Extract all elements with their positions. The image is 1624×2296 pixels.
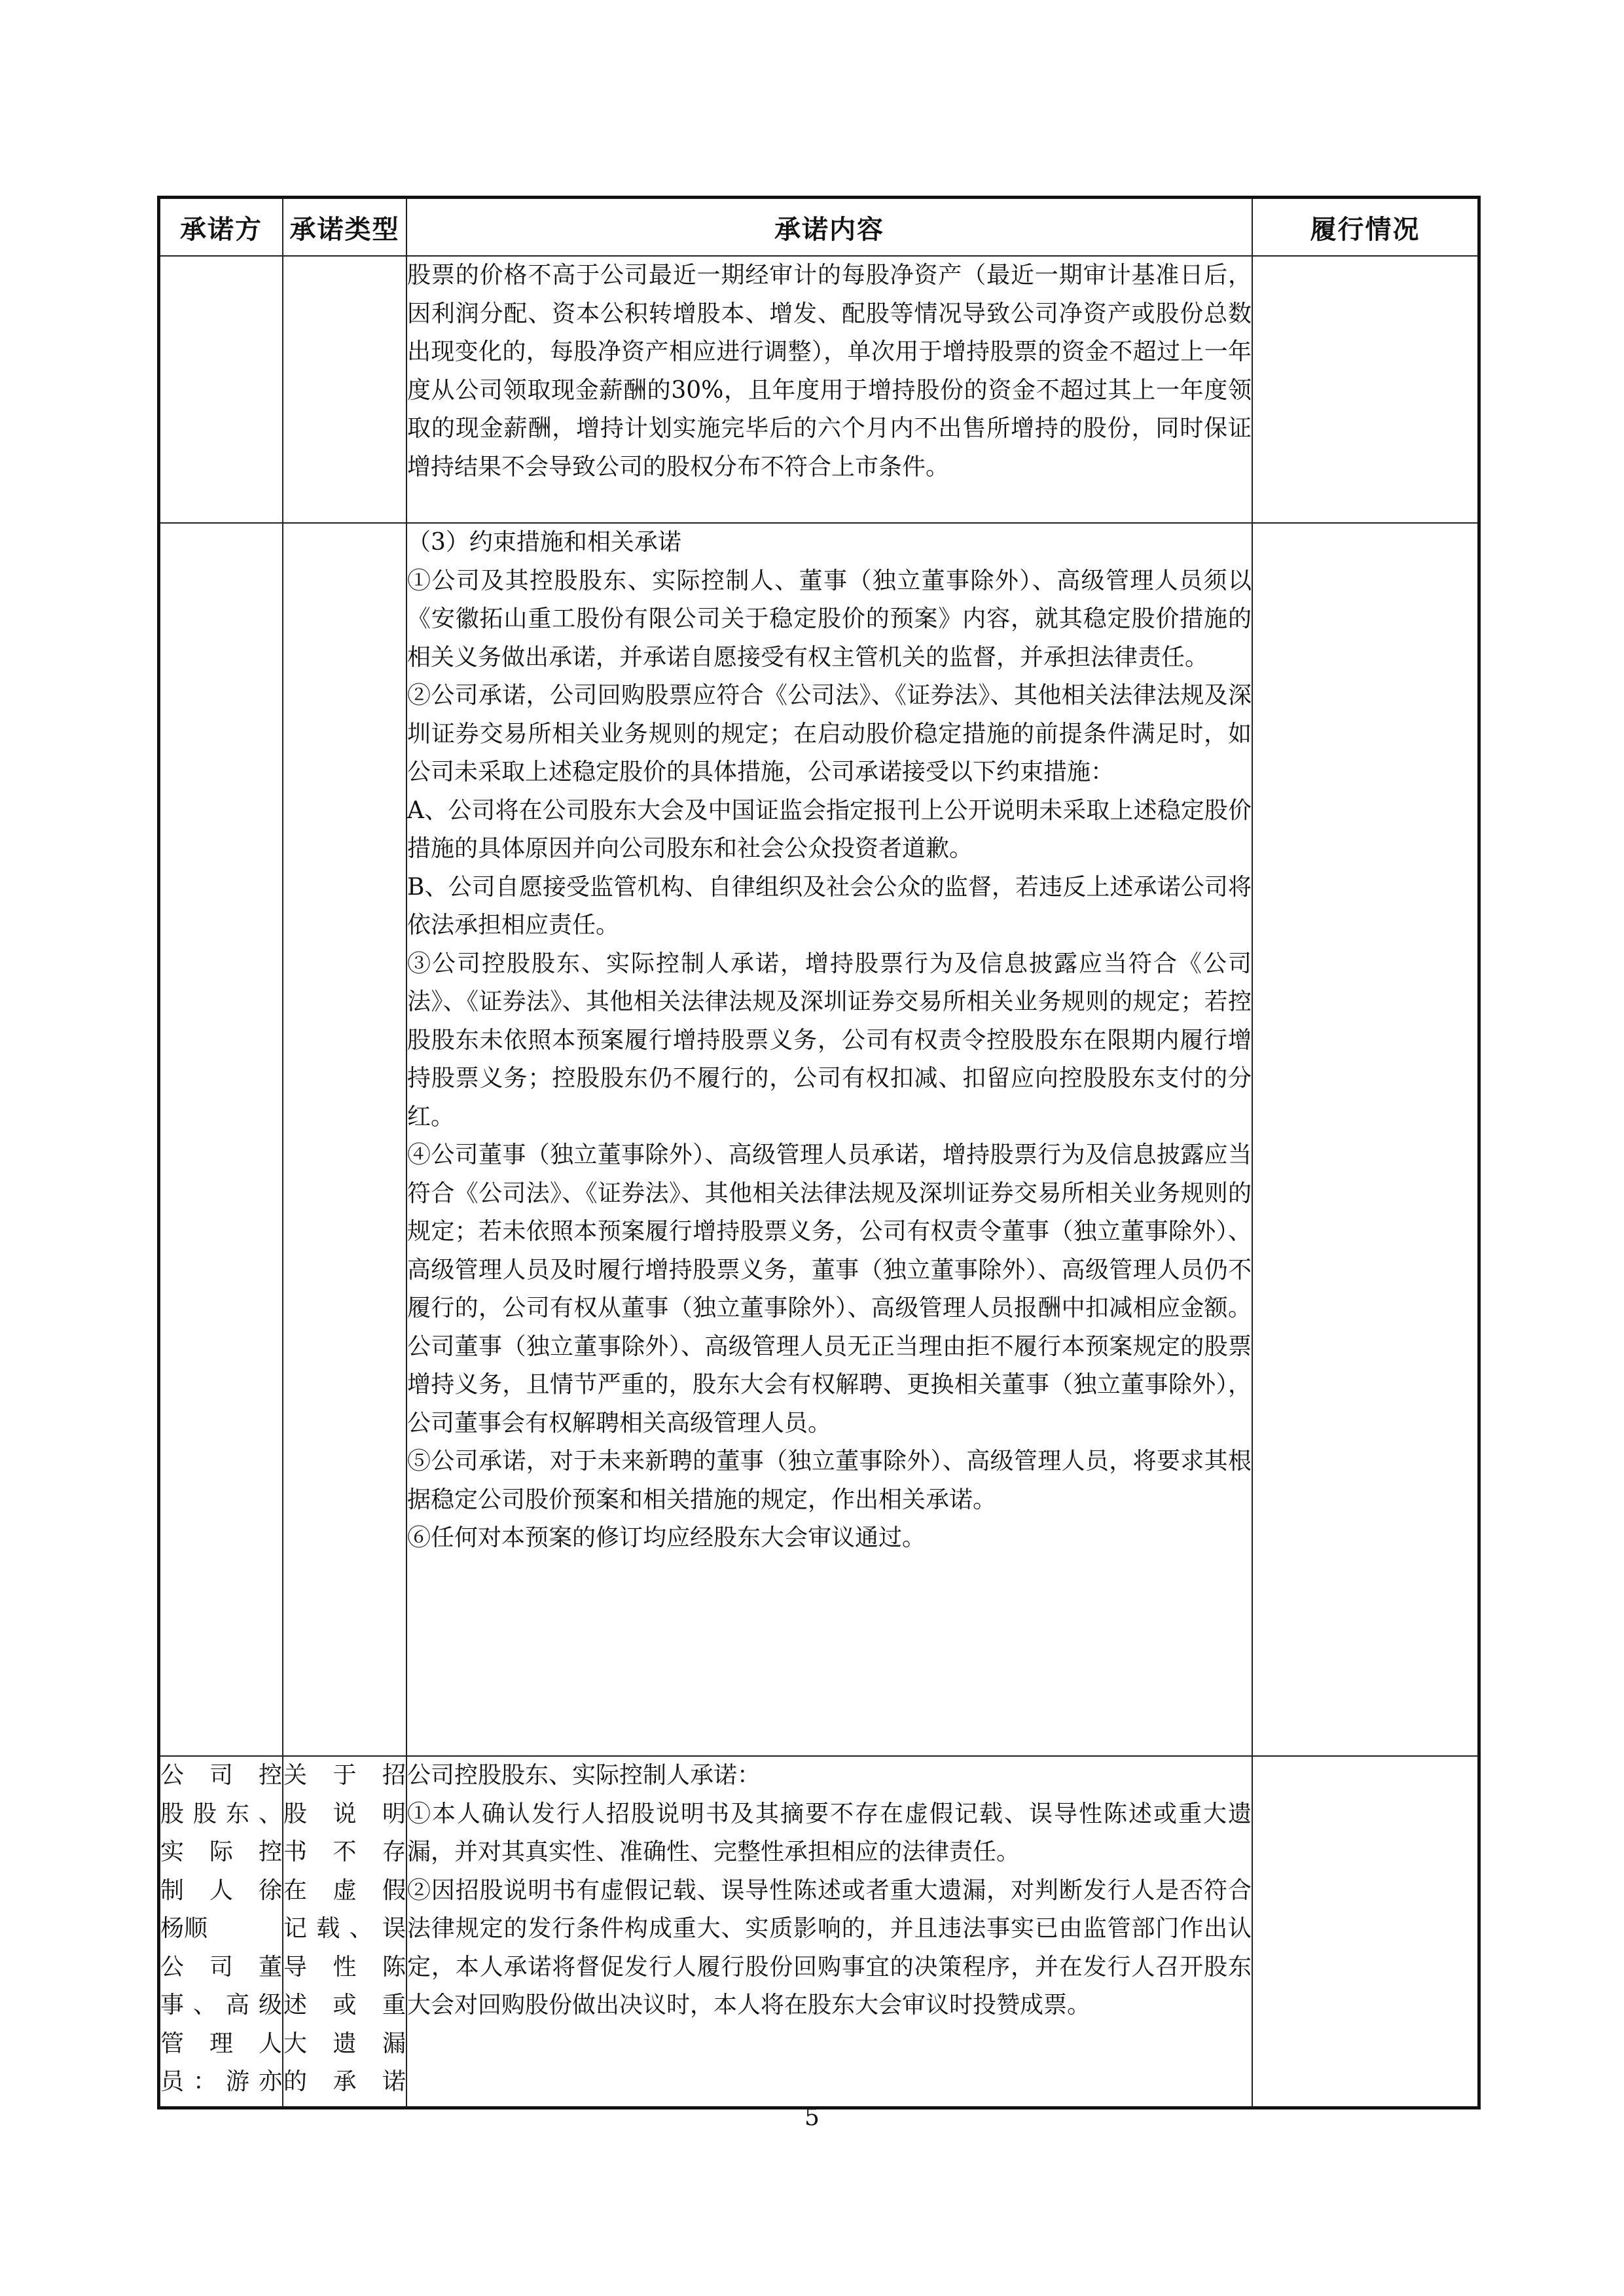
row3-content-cell — [406, 1756, 1252, 2107]
table-row — [160, 523, 1478, 1756]
row3-content-paragraph: ①本人确认发行人招股说明书及其摘要不存在虚假记载、误导性陈述或重大遗漏，并对其真实性、准确性、完整性承担相应的法律责任。 — [407, 1800, 1252, 1865]
party-line: 员：游亦 — [160, 2068, 282, 2095]
type-line: 的承诺 — [283, 2068, 406, 2095]
row1-status-cell — [1252, 256, 1478, 523]
row3-status-cell — [1252, 1756, 1478, 2107]
row2-type-cell — [283, 523, 406, 1756]
row2-party-cell — [160, 523, 283, 1756]
row1-content-paragraph: 股票的价格不高于公司最近一期经审计的每股净资产（最近一期审计基准日后，因利润分配、资本公积转增股本、增发、配股等情况导致公司净资产或股份总数出现变化的，每股净资产相应进行调整），单次用于增持股票的资金不超过上一年度从公司领取现金薪酬的30%，且年度用于增持股份的资金不超过其上一年度领取的现金薪酬，增持计划实施完毕后的六个月内不出售所增持的股份，同时保证增持结果不会导致公司的股权分布不符合上市条件。 — [407, 262, 1252, 480]
row2-content-paragraph: ⑥任何对本预案的修订均应经股东大会审议通过。 — [407, 1524, 926, 1551]
header-status: 履行情况 — [1252, 198, 1478, 256]
party-line: 制人徐 — [160, 1876, 282, 1904]
party-line: 事、高级 — [160, 1992, 282, 2018]
party-line: 公司控 — [160, 1762, 282, 1789]
row2-content-paragraph: ⑤公司承诺，对于未来新聘的董事（独立董事除外）、高级管理人员，将要求其根据稳定公司股价预案和相关措施的规定，作出相关承诺。 — [407, 1448, 1252, 1513]
type-line: 导性陈 — [283, 1953, 406, 1981]
type-line: 述或重 — [283, 1992, 406, 2018]
header-party: 承诺方 — [160, 198, 283, 256]
type-line: 股说明 — [283, 1800, 406, 1827]
type-line: 大遗漏 — [283, 2030, 406, 2057]
row1-party-cell — [160, 256, 283, 523]
type-line: 记载、误 — [283, 1915, 406, 1942]
row3-type-cell — [283, 1756, 406, 2107]
row2-content-paragraph: B、公司自愿接受监管机构、自律组织及社会公众的监督，若违反上述承诺公司将依法承担相应责任。 — [407, 873, 1252, 939]
type-line: 书不存 — [283, 1839, 406, 1865]
commitments-table — [159, 198, 1479, 2108]
type-line: 在虚假 — [283, 1876, 406, 1904]
row1-content-cell — [406, 256, 1252, 523]
row3-party-cell — [160, 1756, 283, 2107]
row3-subheading: 公司控股股东、实际控制人承诺： — [407, 1762, 761, 1789]
row2-status-cell — [1252, 523, 1478, 1756]
party-line: 杨顺 — [160, 1915, 208, 1942]
row2-content-paragraph: ①公司及其控股股东、实际控制人、董事（独立董事除外）、高级管理人员须以《安徽拓山重工股份有限公司关于稳定股价的预案》内容，就其稳定股价措施的相关义务做出承诺，并承诺自愿接受有权主管机关的监督，并承担法律责任。 — [407, 567, 1252, 671]
table-header-row — [160, 198, 1478, 256]
row2-content-cell — [406, 523, 1252, 1756]
party-line: 股股东、 — [160, 1800, 282, 1827]
row3-content-paragraph: ②因招股说明书有虚假记载、误导性陈述或者重大遗漏，对判断发行人是否符合法律规定的发行条件构成重大、实质影响的，并且违法事实已由监管部门作出认定，本人承诺将督促发行人履行股份回购事宜的决策程序，并在发行人召开股东大会对回购股份做出决议时，本人将在股东大会审议时投赞成票。 — [407, 1876, 1252, 2018]
row2-content-paragraph: ④公司董事（独立董事除外）、高级管理人员承诺，增持股票行为及信息披露应当符合《公司法》、《证券法》、其他相关法律法规及深圳证券交易所相关业务规则的规定；若未依照本预案履行增持股票义务，公司有权责令董事（独立董事除外）、高级管理人员及时履行增持股票义务，董事（独立董事除外）、高级管理人员仍不履行的，公司有权从董事（独立董事除外）、高级管理人员报酬中扣减相应金额。公司董事（独立董事除外）、高级管理人员无正当理由拒不履行本预案规定的股票增持义务，且情节严重的，股东大会有权解聘、更换相关董事（独立董事除外），公司董事会有权解聘相关高级管理人员。 — [407, 1141, 1252, 1437]
party-line: 管理人 — [160, 2030, 282, 2057]
table-row — [160, 256, 1478, 523]
row2-content-paragraph: ②公司承诺，公司回购股票应符合《公司法》、《证券法》、其他相关法律法规及深圳证券交易所相关业务规则的规定；在启动股价稳定措施的前提条件满足时，如公司未采取上述稳定股价的具体措施，公司承诺接受以下约束措施： — [407, 682, 1252, 785]
party-line: 公司董 — [160, 1953, 282, 1981]
header-content: 承诺内容 — [406, 198, 1252, 256]
row2-subheading: （3）约束措施和相关承诺 — [407, 529, 681, 556]
page-number: 5 — [804, 2104, 820, 2131]
type-line: 关于招 — [283, 1762, 406, 1789]
row1-type-cell — [283, 256, 406, 523]
party-line: 实际控 — [160, 1839, 282, 1865]
header-type: 承诺类型 — [283, 198, 406, 256]
table-row — [160, 1756, 1478, 2107]
row2-content-paragraph: A、公司将在公司股东大会及中国证监会指定报刊上公开说明未采取上述稳定股价措施的具体原因并向公司股东和社会公众投资者道歉。 — [407, 797, 1252, 862]
row2-content-paragraph: ③公司控股股东、实际控制人承诺，增持股票行为及信息披露应当符合《公司法》、《证券法》、其他相关法律法规及深圳证券交易所相关业务规则的规定；若控股股东未依照本预案履行增持股票义务，公司有权责令控股股东在限期内履行增持股票义务；控股股东仍不履行的，公司有权扣减、扣留应向控股股东支付的分红。 — [407, 950, 1252, 1130]
